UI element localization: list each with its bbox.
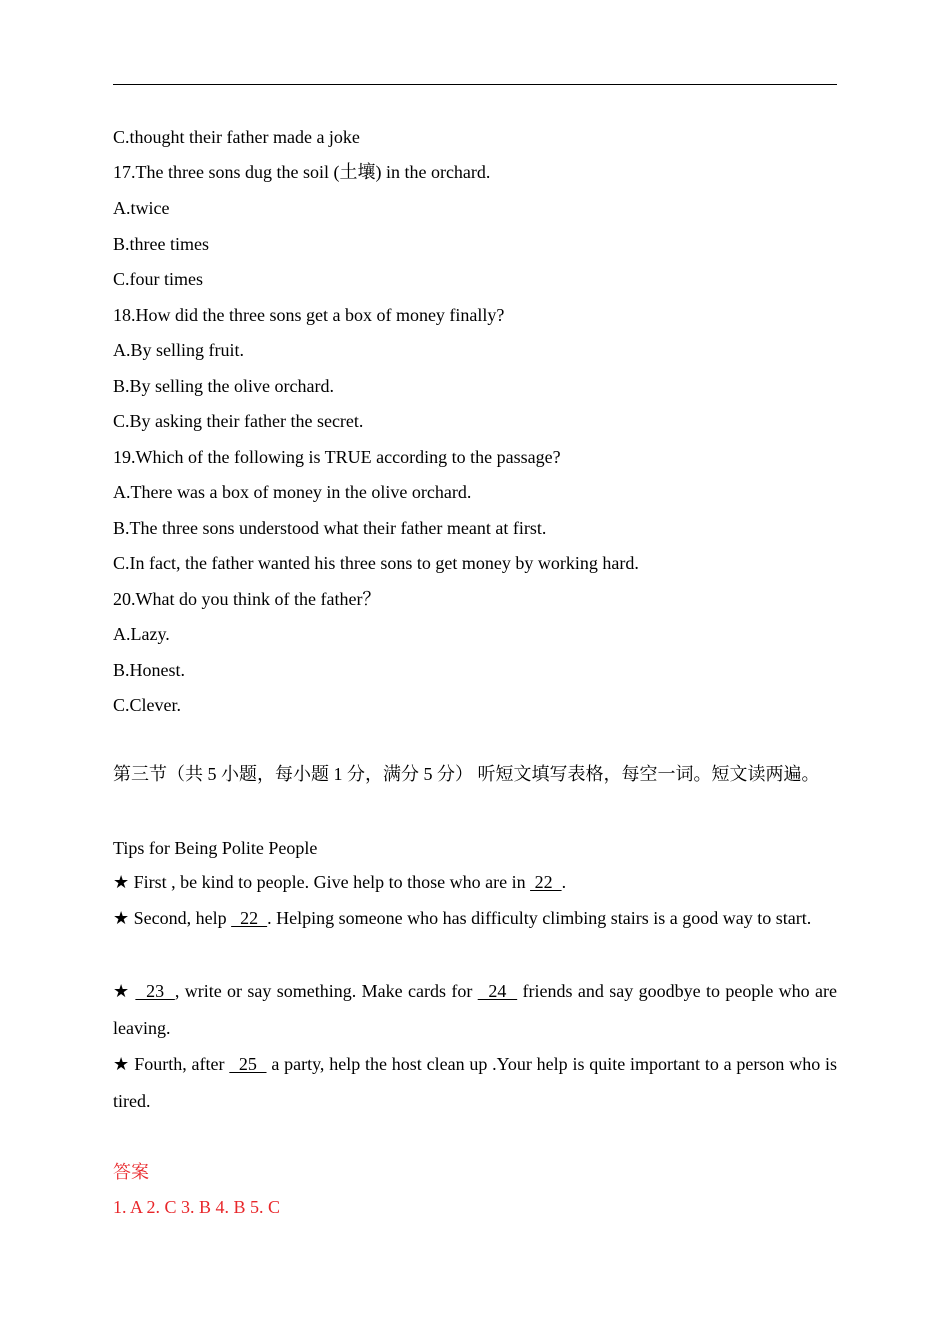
q20-option-a: A.Lazy.	[113, 624, 170, 644]
q20-option-c: C.Clever.	[113, 695, 181, 715]
tip-2-text-after: . Helping someone who has difficulty climbing stairs is a good way to start.	[267, 908, 812, 928]
q20-stem: 20.What do you think of the father？	[113, 589, 381, 609]
tip-1-text-before: ★ First , be kind to people. Give help to those who are in	[113, 872, 531, 892]
q18-option-b: B.By selling the olive orchard.	[113, 376, 334, 396]
q19-option-a: A.There was a box of money in the olive orchard.	[113, 482, 472, 502]
header-rule	[113, 84, 837, 85]
tip-3	[113, 973, 837, 1047]
tip-4-text-after: a party, help the host clean up .Your help is quite important to a person who is tired.	[113, 1054, 837, 1111]
tip-4	[113, 1046, 837, 1120]
tip-2-text-before: ★ Second, help	[113, 908, 232, 928]
section3-instructions: 第三节（共 5 小题，每小题 1 分，满分 5 分） 听短文填写表格，每空一词。短文读两遍。	[113, 764, 820, 784]
answers-line: 1. A 2. C 3. B 4. B 5. C	[113, 1197, 281, 1217]
q19-option-c: C.In fact, the father wanted his three sons to get money by working hard.	[113, 553, 639, 573]
q17-option-b: B.three times	[113, 234, 209, 254]
blank-25: 25	[229, 1054, 267, 1074]
q17-option-a: A.twice	[113, 198, 170, 218]
tip-3-text-middle: , write or say something. Make cards for	[174, 981, 478, 1001]
tip-3-text-before: ★	[113, 981, 136, 1001]
q18-option-c: C.By asking their father the secret.	[113, 411, 364, 431]
blank-22b: 22	[231, 908, 268, 928]
q16-option-c: C.thought their father made a joke	[113, 127, 360, 147]
answers-heading: 答案	[113, 1162, 149, 1182]
q17-stem: 17.The three sons dug the soil (土壤) in the orchard.	[113, 162, 491, 182]
section3-title: Tips for Being Polite People	[113, 838, 318, 858]
tip-1	[113, 864, 837, 901]
blank-22a: 22	[530, 872, 562, 892]
blank-24: 24	[477, 981, 518, 1001]
tip-4-text-before: ★ Fourth, after	[113, 1054, 230, 1074]
q18-stem: 18.How did the three sons get a box of money finally?	[113, 305, 505, 325]
q17-option-c: C.four times	[113, 269, 203, 289]
tip-1-text-after: .	[561, 872, 567, 892]
q19-option-b: B.The three sons understood what their father meant at first.	[113, 518, 547, 538]
tip-3-text-after: friends and say goodbye to people who are leaving.	[113, 981, 838, 1038]
q20-option-b: B.Honest.	[113, 660, 185, 680]
q18-option-a: A.By selling fruit.	[113, 340, 244, 360]
blank-23: 23	[135, 981, 175, 1001]
q19-stem: 19.Which of the following is TRUE according to the passage?	[113, 447, 561, 467]
tip-2	[113, 900, 837, 937]
